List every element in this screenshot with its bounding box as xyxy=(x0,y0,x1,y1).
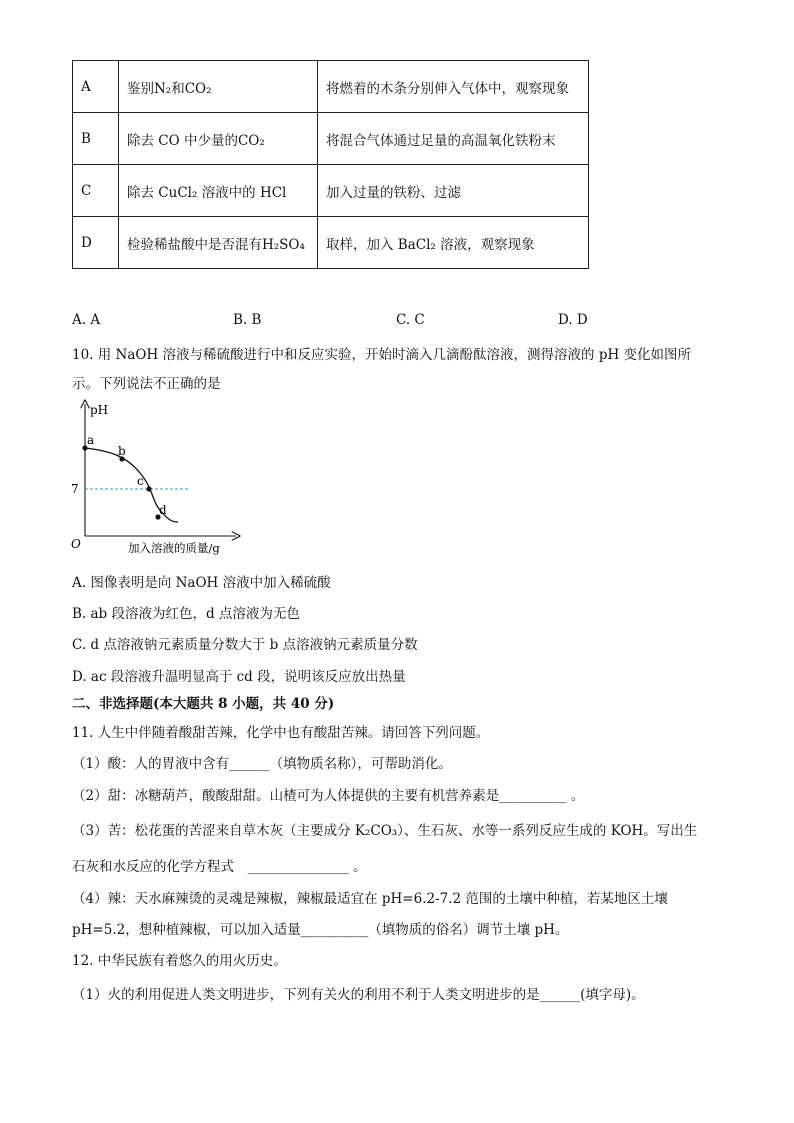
seven-label: 7 xyxy=(71,482,79,496)
options-table xyxy=(72,60,589,269)
q10-option-d[interactable]: D. ac 段溶液升温明显高于 cd 段，说明该反应放出热量 xyxy=(72,669,406,685)
point-c xyxy=(146,486,151,491)
q9-choice-c[interactable]: C. C xyxy=(396,312,425,328)
label-a: a xyxy=(87,433,95,447)
q12-stem: 12. 中华民族有着悠久的用火历史。 xyxy=(72,953,287,969)
row-purpose: 检验稀盐酸中是否混有H₂SO₄ xyxy=(119,217,318,269)
label-d: d xyxy=(159,503,167,517)
table-row xyxy=(73,61,589,113)
row-letter: A xyxy=(73,61,119,113)
q9-choice-b[interactable]: B. B xyxy=(233,312,262,328)
row-letter: D xyxy=(73,217,119,269)
label-b: b xyxy=(118,444,126,458)
q11-part4-line2: pH=5.2，想种植辣椒，可以加入适量__________（填物质的俗名）调节土壤 pH。 xyxy=(72,922,569,938)
row-letter: B xyxy=(73,113,119,165)
q10-option-c[interactable]: C. d 点溶液钠元素质量分数大于 b 点溶液钠元素质量分数 xyxy=(72,637,418,653)
label-c: c xyxy=(137,474,144,488)
row-letter: C xyxy=(73,165,119,217)
row-purpose: 除去 CO 中少量的CO₂ xyxy=(119,113,318,165)
q10-stem-line1: 10. 用 NaOH 溶液与稀硫酸进行中和反应实验，开始时滴入几滴酚酞溶液，测得溶液的 pH 变化如图所 xyxy=(72,347,692,363)
table-row xyxy=(73,217,589,269)
ph-graph xyxy=(68,398,258,560)
table-row xyxy=(73,165,589,217)
row-purpose: 除去 CuCl₂ 溶液中的 HCl xyxy=(119,165,318,217)
q9-choice-d[interactable]: D. D xyxy=(558,312,588,328)
q11-part3-line2: 石灰和水反应的化学方程式 _______________ 。 xyxy=(72,859,367,875)
q11-part1: （1）酸：人的胃液中含有______（填物质名称），可帮助消化。 xyxy=(72,756,452,772)
q11-part4-line1: （4）辣：天水麻辣烫的灵魂是辣椒，辣椒最适宜在 pH=6.2-7.2 范围的土壤中种植，若某地区土壤 xyxy=(72,891,668,907)
row-method: 将混合气体通过足量的高温氧化铁粉末 xyxy=(318,113,589,165)
origin-label: O xyxy=(71,537,81,551)
ylabel: pH xyxy=(90,403,109,417)
q10-option-b[interactable]: B. ab 段溶液为红色，d 点溶液为无色 xyxy=(72,606,300,622)
row-method: 将燃着的木条分别伸入气体中，观察现象 xyxy=(318,61,589,113)
table-row xyxy=(73,113,589,165)
q11-stem: 11. 人生中伴随着酸甜苦辣，化学中也有酸甜苦辣。请回答下列问题。 xyxy=(72,725,490,741)
xlabel: 加入溶液的质量/g xyxy=(128,541,220,555)
row-method: 取样，加入 BaCl₂ 溶液，观察现象 xyxy=(318,217,589,269)
row-purpose: 鉴别N₂和CO₂ xyxy=(119,61,318,113)
row-method: 加入过量的铁粉、过滤 xyxy=(318,165,589,217)
q11-part3-line1: （3）苦：松花蛋的苦涩来自草木灰（主要成分 K₂CO₃）、生石灰、水等一系列反应生成的 KOH。写出生 xyxy=(72,823,698,839)
q12-part1: （1）火的利用促进人类文明进步，下列有关火的利用不利于人类文明进步的是______(填字母)。 xyxy=(72,987,645,1003)
q11-part2: （2）甜：冰糖葫芦，酸酸甜甜。山楂可为人体提供的主要有机营养素是__________ 。 xyxy=(72,788,585,804)
q9-choice-a[interactable]: A. A xyxy=(72,312,101,328)
section-heading: 二、非选择题(本大题共 8 小题，共 40 分) xyxy=(72,696,335,712)
q10-stem-line2: 示。下列说法不正确的是 xyxy=(72,376,221,392)
q10-option-a[interactable]: A. 图像表明是向 NaOH 溶液中加入稀硫酸 xyxy=(72,575,331,591)
